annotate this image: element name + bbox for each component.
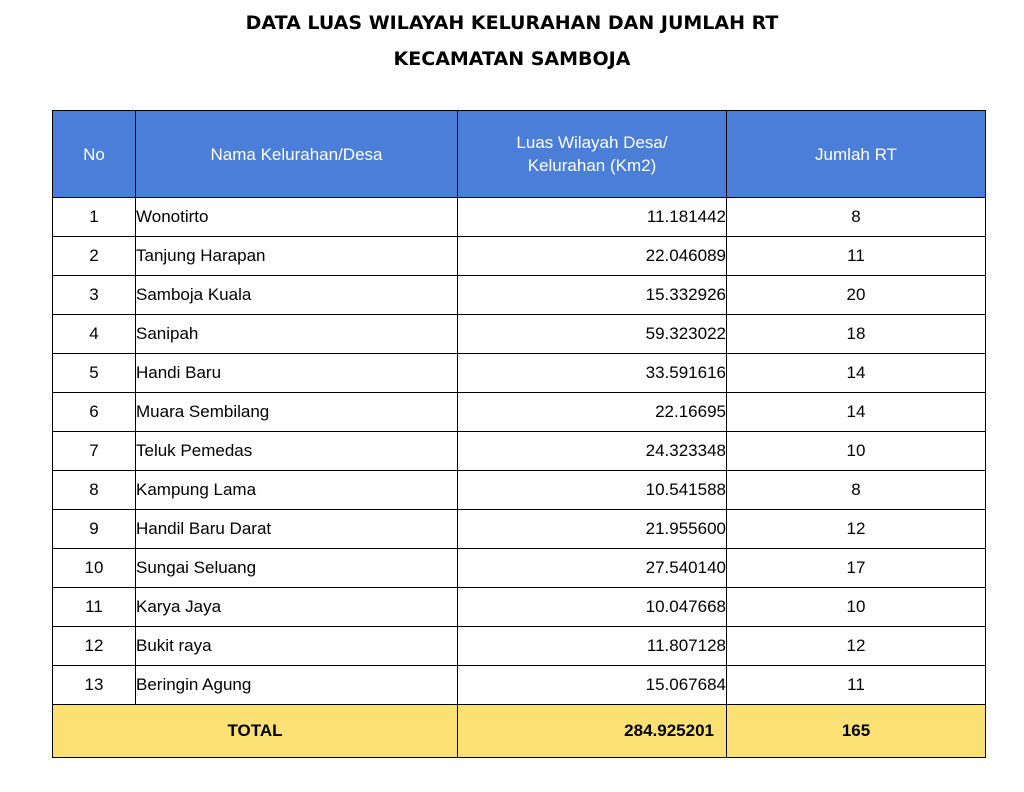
cell-luas: 11.807128 <box>458 627 727 666</box>
cell-rt: 18 <box>727 315 986 354</box>
table-row <box>53 198 986 237</box>
table-row <box>53 237 986 276</box>
cell-rt: 11 <box>727 666 986 705</box>
cell-name: Handi Baru <box>136 354 458 393</box>
table-row <box>53 276 986 315</box>
cell-no: 4 <box>53 315 136 354</box>
cell-no: 1 <box>53 198 136 237</box>
total-row <box>53 705 986 758</box>
cell-rt: 20 <box>727 276 986 315</box>
cell-no: 12 <box>53 627 136 666</box>
table-header-row <box>53 111 986 198</box>
table-row <box>53 354 986 393</box>
table-row <box>53 627 986 666</box>
cell-rt: 17 <box>727 549 986 588</box>
table-row <box>53 549 986 588</box>
cell-luas: 11.181442 <box>458 198 727 237</box>
document-title: DATA LUAS WILAYAH KELURAHAN DAN JUMLAH RT <box>245 12 779 34</box>
cell-luas: 22.046089 <box>458 237 727 276</box>
luas-wilayah-table <box>52 110 986 758</box>
cell-no: 7 <box>53 432 136 471</box>
cell-no: 13 <box>53 666 136 705</box>
cell-name: Wonotirto <box>136 198 458 237</box>
cell-luas: 24.323348 <box>458 432 727 471</box>
document-subtitle: KECAMATAN SAMBOJA <box>393 48 631 70</box>
table-row <box>53 432 986 471</box>
cell-rt: 8 <box>727 198 986 237</box>
cell-no: 2 <box>53 237 136 276</box>
cell-no: 6 <box>53 393 136 432</box>
cell-rt: 11 <box>727 237 986 276</box>
cell-no: 9 <box>53 510 136 549</box>
cell-no: 11 <box>53 588 136 627</box>
table-row <box>53 471 986 510</box>
cell-name: Muara Sembilang <box>136 393 458 432</box>
cell-luas: 59.323022 <box>458 315 727 354</box>
total-rt: 165 <box>727 705 986 758</box>
cell-rt: 10 <box>727 432 986 471</box>
cell-no: 3 <box>53 276 136 315</box>
cell-name: Teluk Pemedas <box>136 432 458 471</box>
table-row <box>53 666 986 705</box>
cell-luas: 15.067684 <box>458 666 727 705</box>
cell-rt: 14 <box>727 393 986 432</box>
header-luas <box>458 111 727 198</box>
cell-name: Handil Baru Darat <box>136 510 458 549</box>
table-row <box>53 588 986 627</box>
table-row <box>53 315 986 354</box>
cell-name: Sungai Seluang <box>136 549 458 588</box>
cell-luas: 33.591616 <box>458 354 727 393</box>
cell-no: 5 <box>53 354 136 393</box>
cell-luas: 22.16695 <box>458 393 727 432</box>
cell-name: Sanipah <box>136 315 458 354</box>
cell-name: Beringin Agung <box>136 666 458 705</box>
cell-luas: 21.955600 <box>458 510 727 549</box>
header-rt: Jumlah RT <box>727 111 986 198</box>
total-label: TOTAL <box>53 705 458 758</box>
cell-rt: 8 <box>727 471 986 510</box>
cell-name: Tanjung Harapan <box>136 237 458 276</box>
cell-luas: 10.541588 <box>458 471 727 510</box>
cell-luas: 15.332926 <box>458 276 727 315</box>
cell-name: Kampung Lama <box>136 471 458 510</box>
cell-rt: 10 <box>727 588 986 627</box>
cell-no: 10 <box>53 549 136 588</box>
total-luas: 284.925201 <box>458 705 727 758</box>
cell-name: Samboja Kuala <box>136 276 458 315</box>
cell-luas: 27.540140 <box>458 549 727 588</box>
header-luas-line-1: Luas Wilayah Desa/ <box>516 133 668 152</box>
table-row <box>53 510 986 549</box>
header-no: No <box>53 111 136 198</box>
table-row <box>53 393 986 432</box>
cell-name: Bukit raya <box>136 627 458 666</box>
cell-no: 8 <box>53 471 136 510</box>
cell-rt: 12 <box>727 510 986 549</box>
header-luas-line-2: Kelurahan (Km2) <box>527 156 657 175</box>
header-name: Nama Kelurahan/Desa <box>136 111 458 198</box>
cell-luas: 10.047668 <box>458 588 727 627</box>
cell-name: Karya Jaya <box>136 588 458 627</box>
cell-rt: 14 <box>727 354 986 393</box>
cell-rt: 12 <box>727 627 986 666</box>
